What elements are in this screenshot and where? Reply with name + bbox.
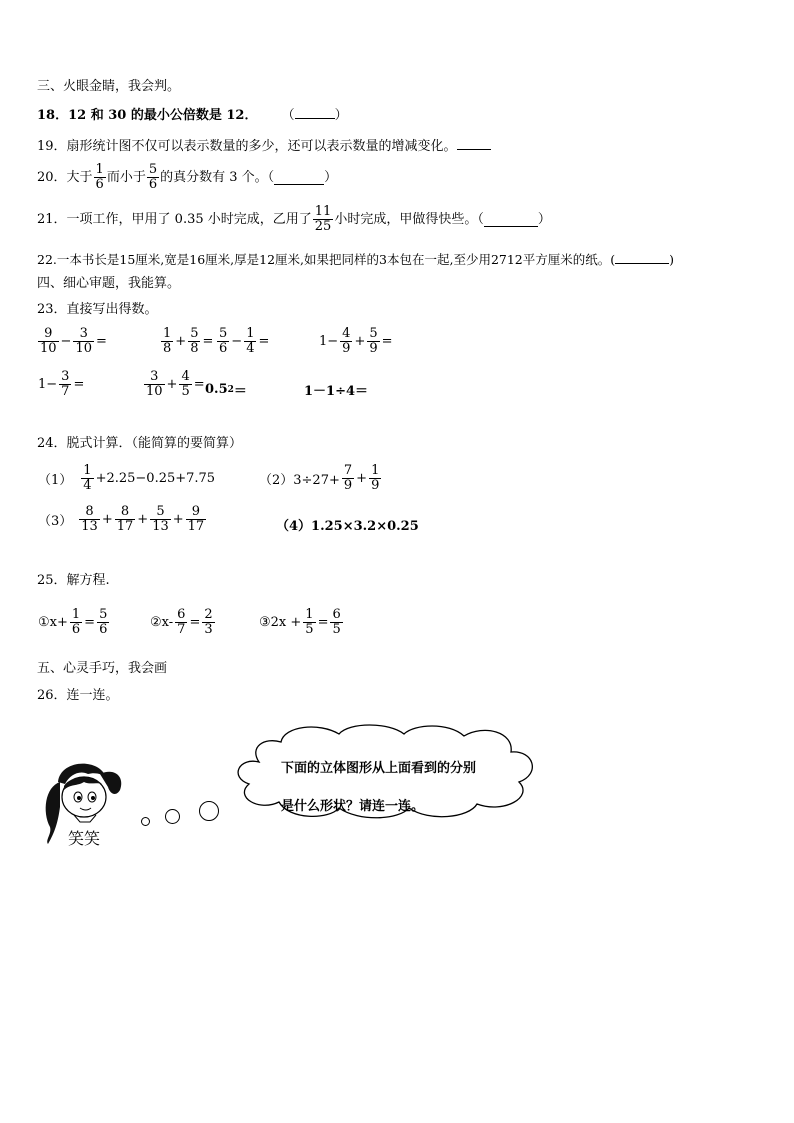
q23-expression-1: $\frac{9}{10}$ − $\frac{3}{10}$ = bbox=[40, 326, 107, 356]
thought-bubble-medium bbox=[165, 809, 180, 824]
q24-expression-4: （4）1.25×3.2×0.25 bbox=[276, 519, 419, 534]
q23-expression-5: 1− $\frac{3}{7}$ = bbox=[38, 369, 85, 399]
q24-expression-3: （3） $\frac{8}{13}$ + $\frac{8}{17}$ + $\frac{5}{13}$ + $\frac{9}{17}$ bbox=[38, 504, 205, 534]
answer-blank[interactable] bbox=[274, 171, 324, 185]
question-24-title: 24．脱式计算．（能简算的要简算） bbox=[37, 436, 243, 451]
question-22: 22.一本书长是15厘米,宽是16厘米,厚是12厘米,如果把同样的3本包在一起,至少用2712平方厘米的纸。( ) bbox=[37, 252, 675, 267]
girl-character-illustration bbox=[40, 752, 140, 852]
thought-bubble-small bbox=[141, 817, 150, 826]
q23-expression-8: 1－1÷4＝ bbox=[304, 384, 369, 399]
question-19-text: 19．扇形统计图不仅可以表示数量的多少，还可以表示数量的增减变化。 bbox=[37, 139, 457, 154]
cloud-text-line-2: 是什么形状？请连一连。 bbox=[281, 799, 425, 814]
thought-bubble-large bbox=[199, 801, 219, 821]
section-4-title: 四、细心审题，我能算。 bbox=[37, 276, 181, 291]
answer-blank[interactable] bbox=[484, 213, 538, 227]
question-18: 18．12 和 30 的最小公倍数是 12． （ ） bbox=[37, 105, 348, 124]
q23-expression-6: $\frac{3}{10}$ + $\frac{4}{5}$ = bbox=[146, 369, 205, 399]
q24-expression-2: （2）3÷27+ $\frac{7}{9}$ + $\frac{1}{9}$ bbox=[259, 463, 380, 493]
q23-expression-3: $\frac{5}{6}$ − $\frac{1}{4}$ = bbox=[219, 326, 270, 356]
fraction: $\frac{1}{6}$ bbox=[95, 162, 104, 192]
question-25-title: 25．解方程. bbox=[37, 573, 110, 588]
section-5-title: 五、心灵手巧，我会画 bbox=[37, 661, 168, 676]
question-20: 20．大于 $\frac{1}{6}$ 而小于 $\frac{5}{6}$ 的真分数有 3 个。（ ） bbox=[37, 162, 338, 192]
question-26-title: 26．连一连。 bbox=[37, 688, 119, 703]
question-18-text: 18．12 和 30 的最小公倍数是 12． bbox=[37, 108, 258, 123]
q25-equation-1: ①x+ $\frac{1}{6}$ = $\frac{5}{6}$ bbox=[38, 607, 108, 637]
question-21: 21．一项工作，甲用了 0.35 小时完成，乙用了 $\frac{11}{25}$ 小时完成，甲做得快些。（ ） bbox=[37, 204, 551, 234]
q23-expression-2: $\frac{1}{8}$ + $\frac{5}{8}$ = bbox=[163, 326, 214, 356]
answer-blank[interactable] bbox=[615, 250, 669, 264]
fraction: $\frac{5}{6}$ bbox=[148, 162, 158, 192]
q24-expression-1: （1） $\frac{1}{4}$ +2.25−0.25+7.75 bbox=[38, 463, 216, 493]
answer-blank[interactable] bbox=[295, 105, 335, 119]
fraction: $\frac{11}{25}$ bbox=[314, 204, 332, 234]
q23-expression-7: 0.5 2 ＝ bbox=[205, 382, 247, 399]
q25-equation-2: ②x- $\frac{6}{7}$ = $\frac{2}{3}$ bbox=[150, 607, 213, 637]
q23-expression-4: 1− $\frac{4}{9}$ + $\frac{5}{9}$ = bbox=[319, 326, 393, 356]
character-name: 笑笑 bbox=[67, 829, 101, 848]
question-23-title: 23．直接写出得数。 bbox=[37, 302, 158, 317]
question-19 bbox=[37, 136, 491, 155]
answer-blank[interactable] bbox=[457, 136, 491, 150]
cloud-text-line-1: 下面的立体图形从上面看到的分别 bbox=[281, 761, 477, 776]
section-3-title: 三、火眼金睛，我会判。 bbox=[37, 79, 181, 94]
q25-equation-3: ③2x + $\frac{1}{5}$ = $\frac{6}{5}$ bbox=[259, 607, 341, 637]
